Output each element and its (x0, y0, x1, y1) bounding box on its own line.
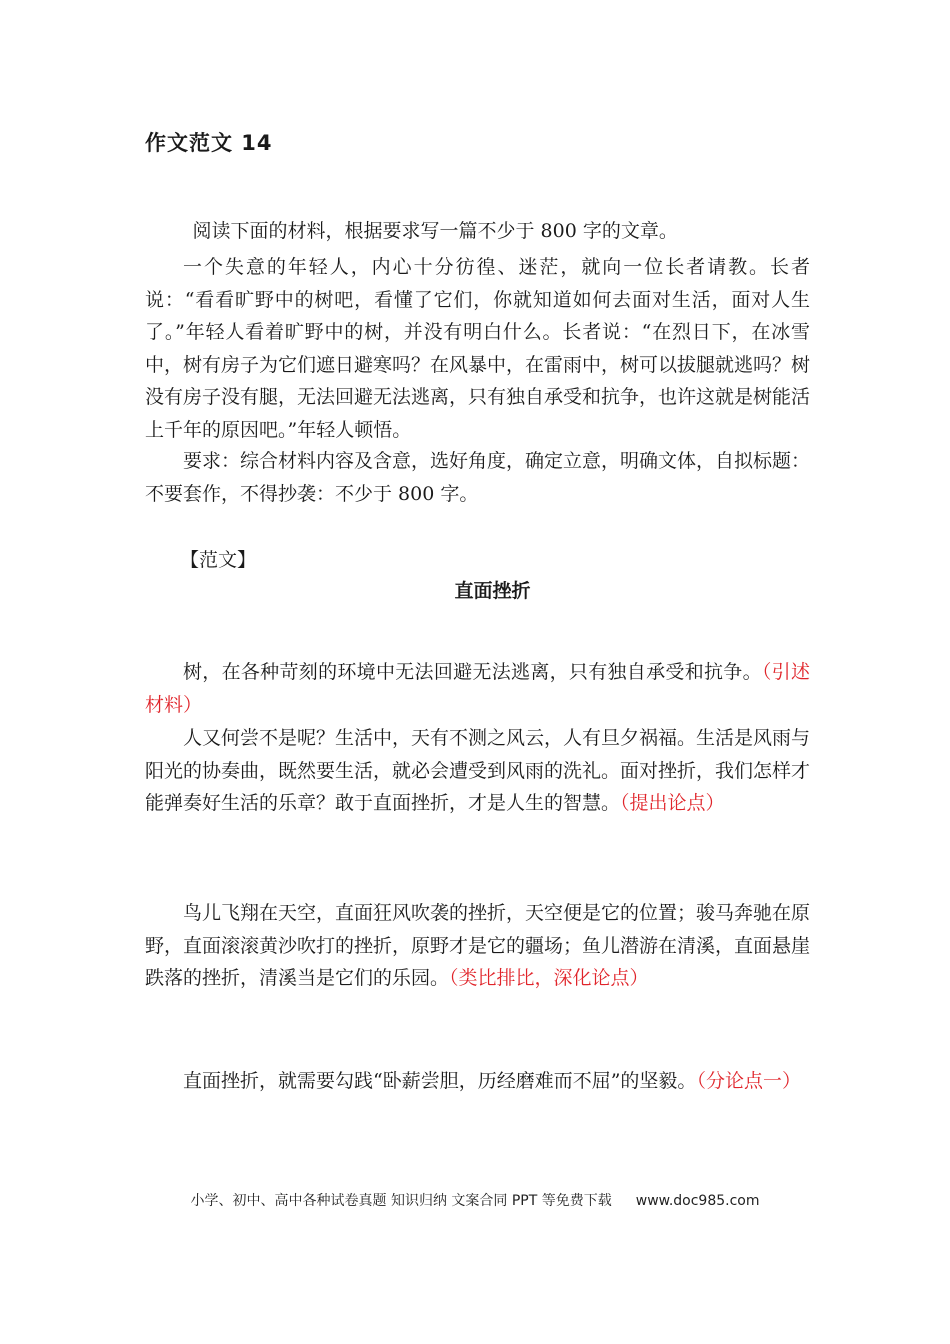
paragraph-annotation: （提出论点） (620, 792, 725, 814)
essay-paragraph (145, 1065, 810, 1098)
essay-paragraph (145, 656, 810, 721)
footer-url[interactable]: www.doc985.com (635, 1193, 760, 1209)
paragraph-annotation: （类比排比，深化论点） (449, 967, 649, 989)
paragraph-annotation: （引述材料） (145, 661, 810, 716)
paragraph-text: 人又何尝不是呢？生活中，天有不测之风云，人有旦夕祸福。生活是风雨与阳光的协奏曲，既然要生活，就必会遭受到风雨的洗礼。面对挫折，我们怎样才能弹奏好生活的乐章？敢于直面挫折，才是人生的智慧。 (145, 727, 811, 814)
prompt-intro: 阅读下面的材料，根据要求写一篇不少于 800 字的文章。 (192, 220, 678, 242)
paragraph-text: 树，在各种苛刻的环境中无法回避无法逃离，只有独自承受和抗争。 (183, 661, 762, 683)
prompt-material: 一个失意的年轻人，内心十分彷徨、迷茫，就向一位长者请教。长者说：“看看旷野中的树吧，看懂了它们，你就知道如何去面对生活，面对人生了。”年轻人看着旷野中的树，并没有明白什么。长者说：“在烈日下，在冰雪中，树有房子为它们遮日避寒吗？在风暴中，在雷雨中，树可以拔腿就逃吗？树没有房子没有腿，无法回避无法逃离，只有独自承受和抗争，也许这就是树能活上千年的原因吧。”年轻人顿悟。 (145, 256, 811, 441)
paragraph-annotation: （分论点一） (696, 1070, 801, 1092)
essay-paragraph (145, 722, 810, 820)
footer-text: 小学、初中、高中各种试卷真题 知识归纳 文案合同 PPT 等免费下载 (190, 1193, 612, 1209)
document-heading: 作文范文 14 (145, 131, 273, 155)
page-footer (0, 1190, 950, 1210)
paragraph-text: 直面挫折，就需要勾践“卧薪尝胆，历经磨难而不屈”的坚毅。 (183, 1070, 697, 1092)
sample-essay-label: 【范文】 (180, 549, 257, 571)
essay-title: 直面挫折 (454, 580, 531, 602)
essay-paragraph (145, 897, 810, 995)
paragraph-text: 鸟儿飞翔在天空，直面狂风吹袭的挫折，天空便是它的位置；骏马奔驰在原野，直面滚滚黄沙吹打的挫折，原野才是它的疆场；鱼儿潜游在清溪，直面悬崖跌落的挫折，清溪当是它们的乐园。 (145, 902, 811, 989)
prompt-requirement: 要求：综合材料内容及含意，选好角度，确定立意，明确文体，自拟标题：不要套作，不得抄袭：不少于 800 字。 (145, 450, 811, 505)
